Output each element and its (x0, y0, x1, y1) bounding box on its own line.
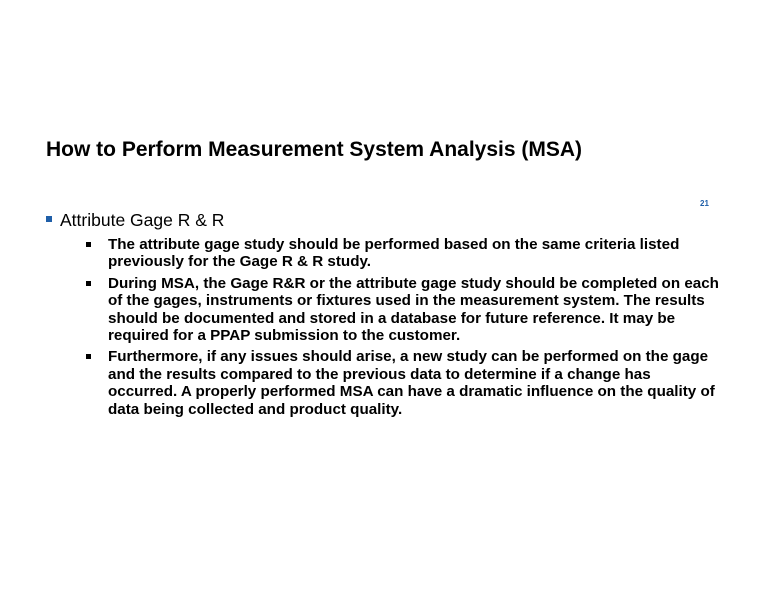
square-bullet-icon (86, 354, 91, 359)
square-bullet-icon (86, 281, 91, 286)
page-number: 21 (700, 199, 709, 208)
sub-bullet-item (86, 236, 720, 271)
sub-bullet-item (86, 348, 720, 418)
bullet-heading (46, 209, 726, 231)
sub-bullet-text: The attribute gage study should be performed based on the same criteria listed previously for the Gage R & R study. (108, 236, 680, 271)
sub-bullet-text: During MSA, the Gage R&R or the attribute gage study should be completed on each of the gages, instruments or fixtures used in the measurement system. The results should be documented and stored in a database for future reference. It may be required for a PPAP submission to the customer. (108, 274, 719, 345)
square-bullet-icon (46, 216, 52, 222)
sub-bullet-item (86, 275, 720, 345)
sub-bullet-list (86, 236, 720, 422)
bullet-heading-text: Attribute Gage R & R (60, 210, 225, 230)
square-bullet-icon (86, 242, 91, 247)
slide-title: How to Perform Measurement System Analysis (MSA) (46, 138, 583, 161)
sub-bullet-text: Furthermore, if any issues should arise, a new study can be performed on the gage and the results compared to the previous data to determine if a change has occurred. A properly performed MSA can have a dramatic influence on the quality of data being collected and product quality. (108, 348, 715, 418)
